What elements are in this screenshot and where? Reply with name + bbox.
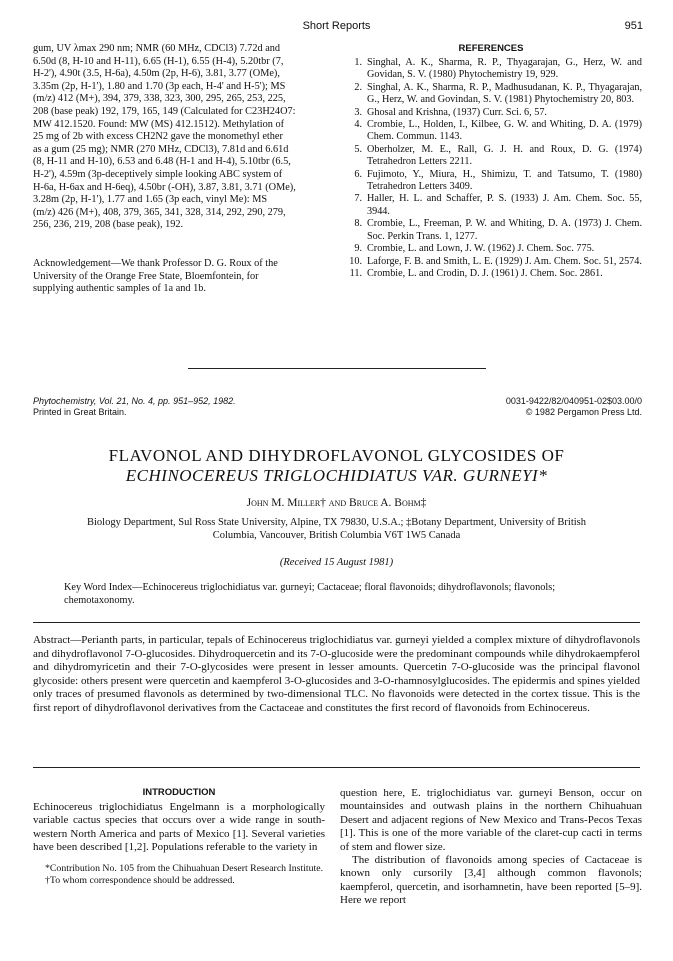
- received-date: (Received 15 August 1981): [279, 557, 394, 568]
- experimental-line: 3.28m (2p, H-1'), 1.77 and 1.65 (3p each, vinyl Me): MS: [33, 194, 268, 206]
- printed-in: Printed in Great Britain.: [33, 407, 127, 417]
- reference-number: 10.: [349, 255, 362, 267]
- experimental-line: 3.35m (2p, H-1'), 1.80 and 1.70 (3p each, H-4' and H-5'); MS: [33, 80, 286, 92]
- reference-item: [340, 144, 642, 169]
- reference-number: 7.: [354, 193, 362, 205]
- reference-item: [340, 169, 642, 194]
- title-line-1: FLAVONOL AND DIHYDROFLAVONOL GLYCOSIDES OF: [108, 446, 565, 465]
- references-section: [340, 43, 642, 280]
- reference-number: 9.: [354, 243, 362, 255]
- reference-text: Haller, H. L. and Schaffer, P. S. (1933) J. Am. Chem. Soc. 55, 3944.: [367, 193, 642, 217]
- experimental-line: (8, H-11 and H-10), 6.53 and 6.48 (H-1 and H-4), 5.10tbr (6.5,: [33, 156, 291, 168]
- title-line-2: ECHINOCEREUS TRIGLOCHIDIATUS VAR. GURNEYI*: [125, 466, 548, 485]
- affiliation: [30, 516, 643, 542]
- introduction-right: [340, 787, 642, 908]
- experimental-line: 256, 236, 219, 208 (base peak), 192.: [33, 219, 184, 231]
- reference-item: [340, 57, 642, 82]
- article-title: [0, 446, 673, 486]
- reference-number: 1.: [354, 57, 362, 68]
- intro-paragraph-2: The distribution of flavonoids among species of Cactaceae is known only cursorily [3,4] although common flavonols; kaempferol, quercetin, and isorhamnetin, have been reported [5–9]. Here we report: [340, 854, 642, 907]
- reference-text: Crombie, L., Holden, I., Kilbee, G. W. and Whiting, D. A. (1979) Chem. Commun. 1143.: [367, 119, 642, 143]
- reference-number: 2.: [354, 81, 362, 93]
- experimental-line: H-2'), 4.90t (3.5, H-6a), 4.50m (2p, H-6), 3.81, 3.77 (OMe),: [33, 68, 280, 80]
- reference-number: 5.: [354, 143, 362, 155]
- reference-item: [340, 119, 642, 144]
- acknowledgement-line: Acknowledgement—We thank Professor D. G. Roux of the: [33, 257, 278, 269]
- reference-text: Oberholzer, M. E., Rall, G. J. H. and Roux, D. G. (1974) Tetrahedron Letters 2211.: [367, 143, 642, 168]
- reference-item: [340, 268, 642, 280]
- reference-number: 4.: [354, 119, 362, 131]
- footnote-correspondence: †To whom correspondence should be addressed.: [45, 874, 235, 886]
- reference-item: [340, 243, 642, 255]
- experimental-line: as a gum (25 mg); NMR (270 MHz, CDCl3), 7.81d and 6.61d: [33, 143, 289, 155]
- introduction-left: [33, 787, 325, 887]
- reference-number: 8.: [354, 218, 362, 230]
- references-list: [340, 57, 642, 280]
- reference-item: [340, 193, 642, 218]
- reference-number: 3.: [354, 106, 362, 118]
- reference-item: [340, 256, 642, 268]
- section-divider: [188, 368, 486, 369]
- experimental-line: H-6a, H-6ax and H-6eq), 4.50br (-OH), 3.87, 3.81, 3.71 (OMe),: [33, 181, 296, 193]
- experimental-text: [33, 43, 325, 296]
- reference-item: [340, 82, 642, 107]
- affiliation-line-2: Columbia, Vancouver, British Columbia V6T 1W5 Canada: [212, 530, 461, 541]
- acknowledgement: [33, 258, 325, 296]
- abstract-top-rule: [33, 622, 640, 623]
- experimental-line: (m/z) 412 (M+), 394, 379, 338, 323, 300, 295, 265, 253, 225,: [33, 93, 286, 105]
- experimental-line: H-2'), 4.59m (3p-deceptively simple looking ABC system of: [33, 168, 283, 180]
- reference-text: Laforge, F. B. and Smith, L. E. (1929) J. Am. Chem. Soc. 51, 2574.: [367, 255, 642, 267]
- experimental-line: MW 412.1520. Found: MW (MS) 412.1512). Methylation of: [33, 118, 285, 130]
- reference-text: Crombie, L. and Crodin, D. J. (1961) J. Chem. Soc. 2861.: [367, 267, 603, 279]
- reference-text: Singhal, A. K., Sharma, R. P., Madhusudanan, K. P., Thyagarajan, G., Herz, W. and Govindan, S. V. (1981) Phytochemistry 20, 803.: [367, 81, 642, 106]
- references-heading: REFERENCES: [458, 43, 524, 54]
- reference-text: Fujimoto, Y., Miura, H., Shimizu, T. and Tatsumo, T. (1980) Tetrahedron Letters 3409.: [367, 168, 642, 193]
- intro-paragraph: Echinocereus triglochidiatus Engelmann is a morphologically variable cactus species that occurs over a wide range in south-western North America and parts of Mexico [1]. Several varieties have been described [1,2]. Populations referable to the variety in: [33, 801, 325, 854]
- reference-text: Crombie, L., Freeman, P. W. and Whiting, D. A. (1973) J. Chem. Soc. Perkin Trans. 1, 1277.: [367, 218, 642, 242]
- page-number: 951: [624, 20, 643, 32]
- intro-paragraph-continued: question here, E. triglochidiatus var. gurneyi Benson, occur on mountainsides and outwash plains in the northern Chihuahuan Desert and adjacent regions of New Mexico and Trans-Pecos Texas [1]. This is one of the more variable of the claret-cup cacti in terms of stem and flower size.: [340, 787, 642, 853]
- experimental-line: 6.50d (8, H-10 and H-11), 6.65 (H-1), 6.55 (H-4), 5.20tbr (7,: [33, 55, 284, 67]
- experimental-line: 208 (base peak) 192, 179, 165, 149 (Calculated for C23H24O7:: [33, 105, 296, 117]
- journal-line: Phytochemistry, Vol. 21, No. 4, pp. 951–952, 1982.: [33, 396, 236, 406]
- abstract: Abstract—Perianth parts, in particular, tepals of Echinocereus triglochidiatus var. gurneyi yielded a complex mixture of dihydroflavonols and dihydroflavonol 7-O-glucosides. Dihydroquercetin and its 7-O-glucoside were the predominant compounds while dihydrokaempferol and dihydromyricetin and their 7-O-glycosides were present in lesser amounts. Quercetin 7-O-glucoside was the principal flavonol glycoside: others present were quercetin and kaempferol 3-O-glucosides and 3-O-rhamnosylglucosides. The epidermis and spines yielded only traces of presumed flavonols as determined by two-dimensional TLC. No flavonoids were detected in the cortex tissue. This is the first report of dihydroflavonol derivatives from the Cactaceae and constitutes the first record of flavonoids from Echinocereus.: [33, 634, 640, 714]
- introduction-heading: INTRODUCTION: [142, 787, 216, 798]
- reference-text: Ghosal and Krishna, (1937) Curr. Sci. 6, 57.: [367, 106, 547, 118]
- experimental-lines: [33, 43, 325, 232]
- running-header: Short Reports: [302, 20, 371, 32]
- experimental-line: (m/z) 426 (M+), 408, 379, 365, 341, 328, 314, 292, 290, 279,: [33, 206, 286, 218]
- experimental-line: 25 mg of 2b with excess CH2N2 gave the monomethyl ether: [33, 131, 283, 143]
- reference-item: [340, 107, 642, 119]
- reference-text: Crombie, L. and Lown, J. W. (1962) J. Chem. Soc. 775.: [367, 243, 595, 255]
- authors: John M. Miller† and Bruce A. Bohm‡: [246, 497, 427, 509]
- abstract-bottom-rule: [33, 767, 640, 768]
- article-code: [506, 396, 642, 418]
- reference-number: 11.: [349, 267, 362, 279]
- acknowledgement-line: supplying authentic samples of 1a and 1b.: [33, 283, 207, 295]
- issn-code: 0031-9422/82/040951-02$03.00/0: [505, 396, 642, 406]
- key-word-index: Key Word Index—Echinocereus triglochidiatus var. gurneyi; Cactaceae; floral flavonoids; dihydroflavonols; flavonols; chemotaxonomy.: [64, 582, 556, 606]
- affiliation-line-1: Biology Department, Sul Ross State University, Alpine, TX 79830, U.S.A.; ‡Botany Department, University of British: [86, 517, 586, 528]
- footnote-contribution: *Contribution No. 105 from the Chihuahuan Desert Research Institute.: [45, 862, 324, 874]
- reference-text: Singhal, A. K., Sharma, R. P., Thyagarajan, G., Herz, W. and Govidan, S. V. (1980) Phytochemistry 19, 929.: [367, 57, 642, 81]
- acknowledgement-line: University of the Orange Free State, Bloemfontein, for: [33, 270, 259, 282]
- copyright: © 1982 Pergamon Press Ltd.: [525, 407, 642, 417]
- journal-citation: [33, 396, 236, 418]
- experimental-line: gum, UV λmax 290 nm; NMR (60 MHz, CDCl3) 7.72d and: [33, 43, 281, 54]
- reference-number: 6.: [354, 168, 362, 180]
- reference-item: [340, 218, 642, 243]
